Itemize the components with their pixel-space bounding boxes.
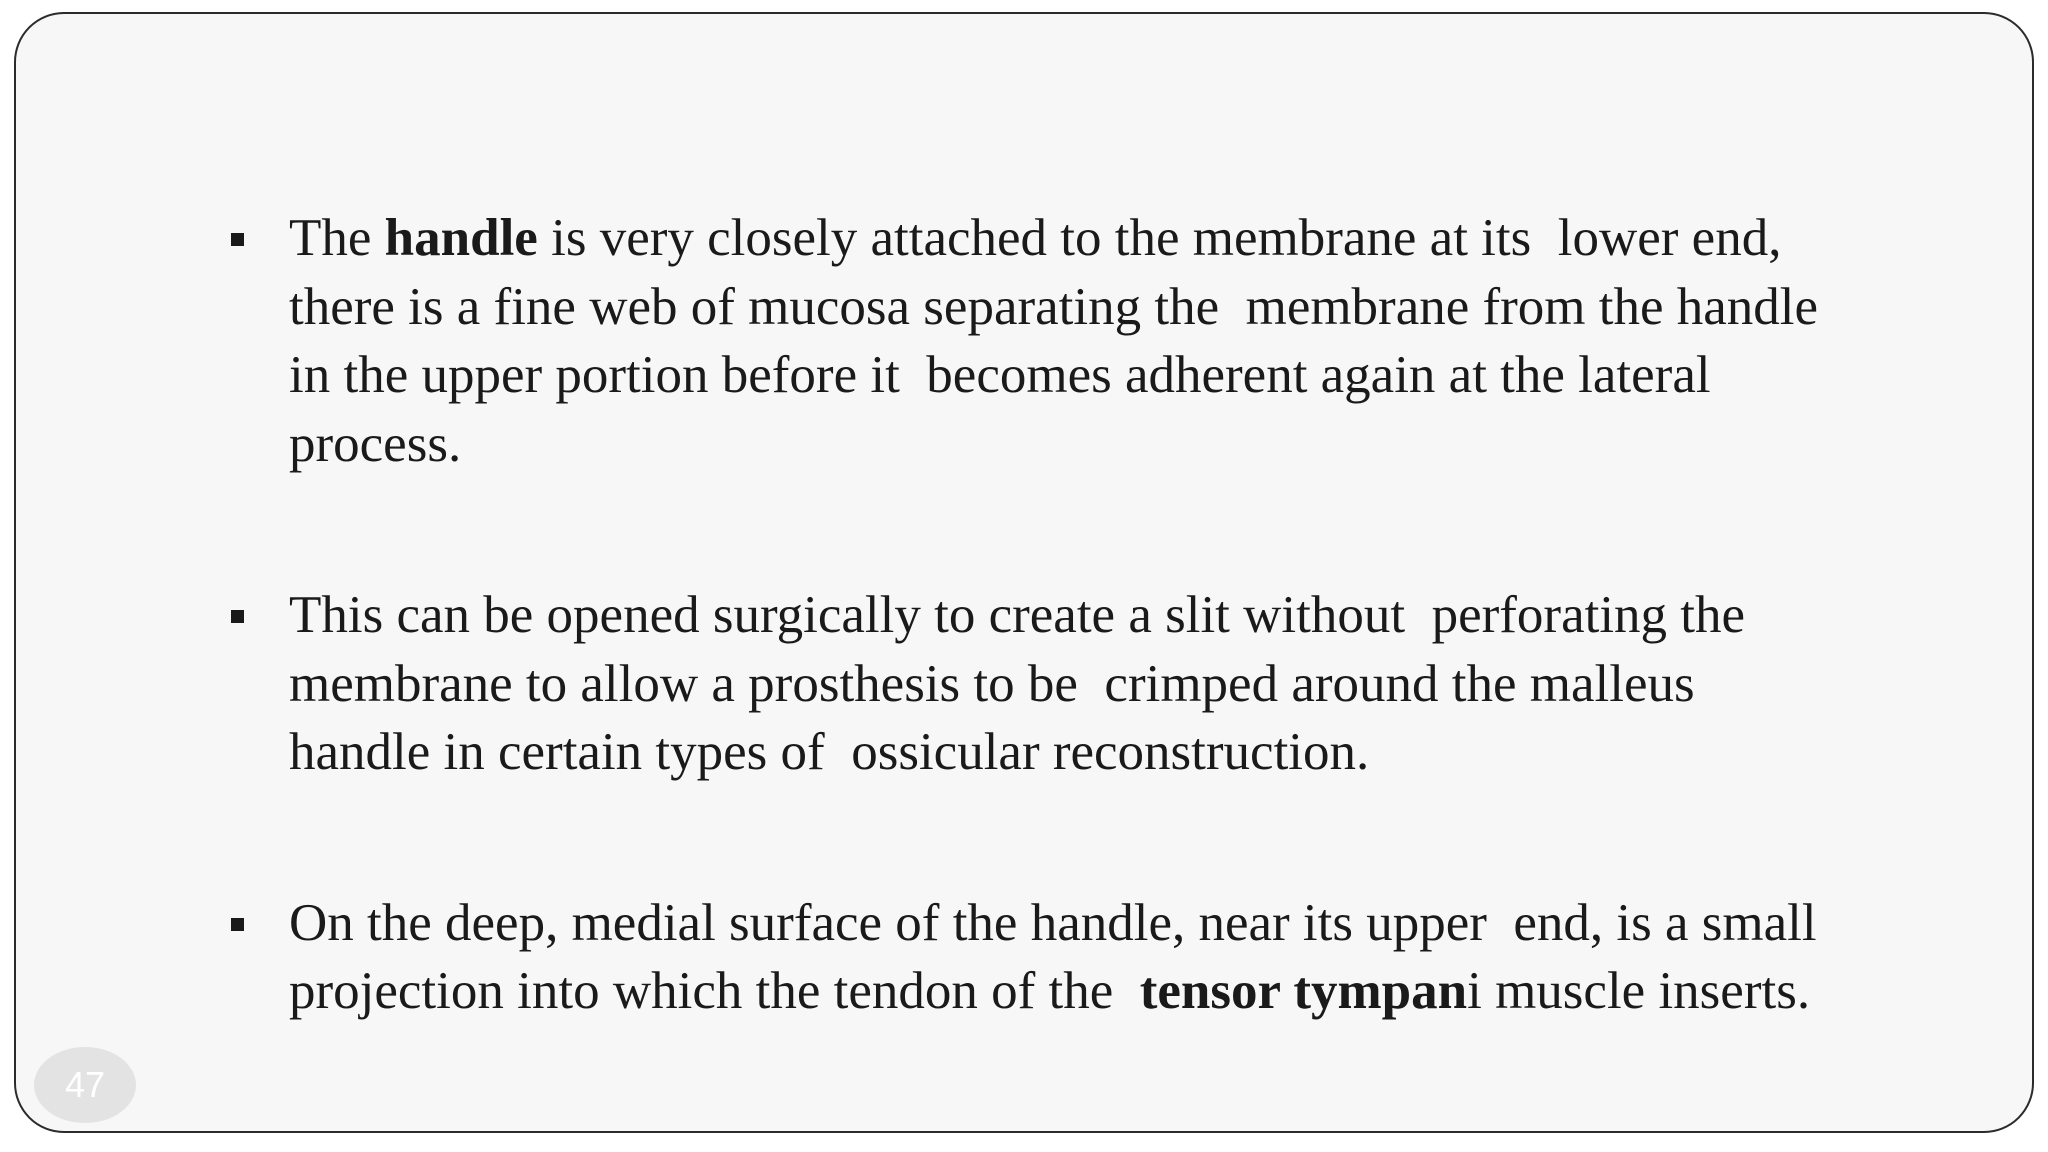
bullet-line [289,889,1989,958]
square-bullet-icon [231,610,244,623]
bullet-line [289,273,1989,342]
text-run: process. [289,414,462,473]
bullet-line [289,718,1989,787]
text-run: handle in certain types of ossicular reconstruction. [289,723,1370,781]
bullet-line [289,410,1989,479]
text-run: in the upper portion before it becomes adherent again at the lateral [289,346,1711,404]
bullet-item [16,204,2029,478]
bullet-line [289,957,1989,1026]
text-run: is very closely attached to the membrane at its lower end, [537,209,1782,267]
page-number-badge: 47 [34,1047,136,1123]
text-run: membrane to allow a prosthesis to be crimped around the malleus [289,654,1695,713]
text-run: there is a fine web of mucosa separating the membrane from the handle [289,277,1819,336]
text-run: This can be opened surgically to create a slit without perforating the [289,586,1746,644]
bold-term-handle: handle [384,209,538,267]
text-run: The [289,209,385,267]
text-run: projection into which the tendon of the [289,962,1140,1020]
square-bullet-icon [231,918,244,931]
bullet-line [289,204,1989,273]
text-run: On the deep, medial surface of the handle, near its upper end, is a small [289,893,1817,952]
square-bullet-icon [231,233,244,246]
bullet-item [16,581,2029,787]
bullet-line [289,341,1989,410]
slide [14,12,2034,1133]
bold-term-tensor-tympani: tensor tympan [1139,962,1468,1020]
bullet-line [289,650,1989,719]
bullet-list [16,204,2036,1026]
bullet-line [289,581,1989,650]
text-run: i muscle inserts. [1467,962,1811,1020]
bullet-item [16,889,2029,1026]
